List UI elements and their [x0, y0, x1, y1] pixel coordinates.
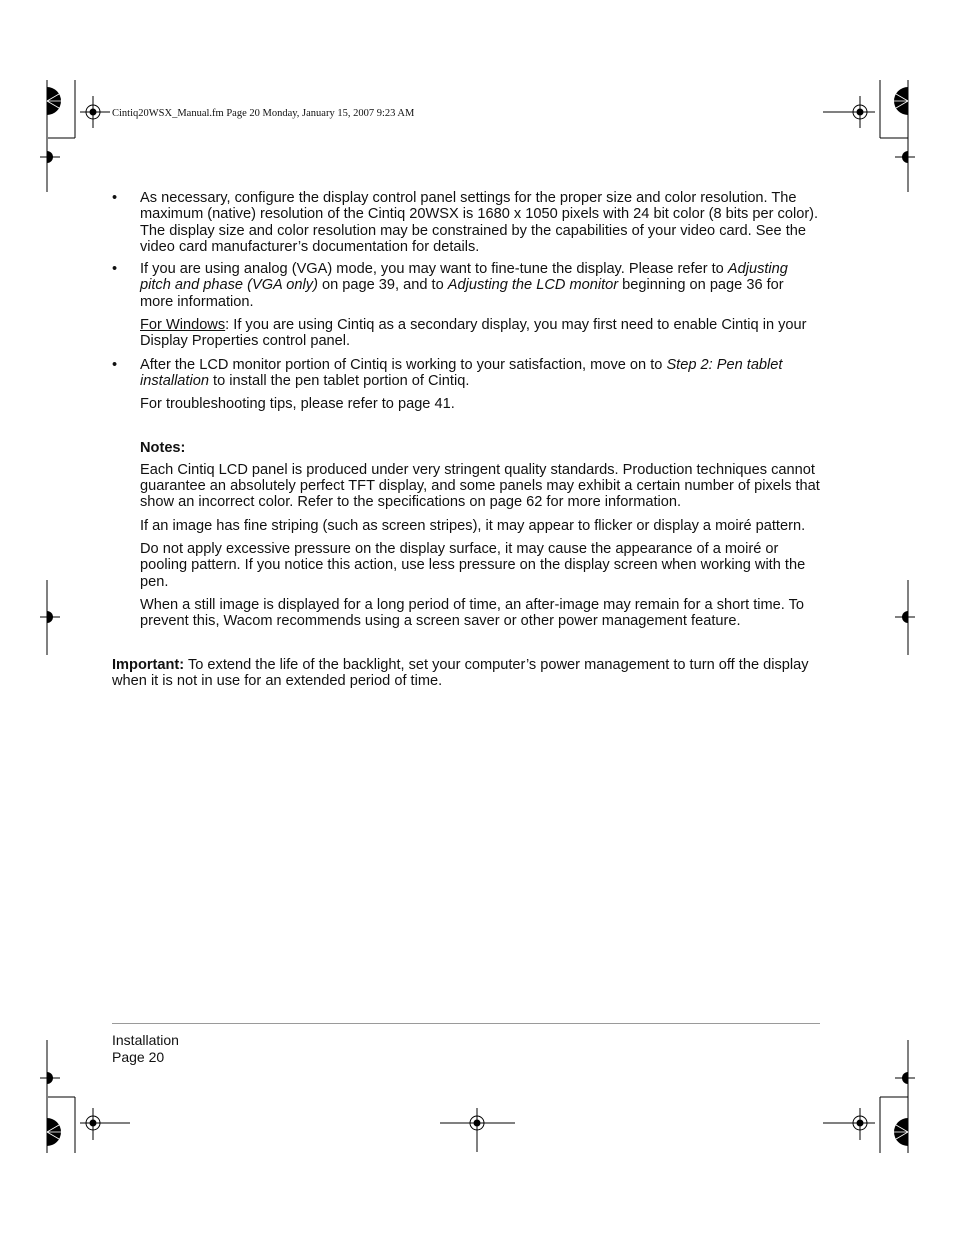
windows-label: For Windows [140, 317, 226, 334]
cross-reference-adjusting-lcd: Adjusting the LCD monitor [447, 277, 619, 294]
note-paragraph: Each Cintiq LCD panel is produced under very stringent quality standards. Production techniques cannot guarantee an absolutely perfect TFT display, and some panels may exhibit a certain number of pixels that show an incorrect color. Refer to the specifications on page 62 for more information. [140, 461, 820, 511]
footer-page-number: Page 20 [112, 1049, 165, 1065]
text-run: If you are using analog (VGA) mode, you may want to fine-tune the display. Please refer to [140, 261, 728, 278]
important-note [112, 657, 820, 690]
footer-rule [112, 1023, 820, 1024]
cross-reference-pitch-phase: Adjusting pitch and phase (VGA only) [140, 261, 788, 294]
text-run: After the LCD monitor portion of Cintiq is working to your satisfaction, move on to [140, 356, 667, 373]
file-slug: Cintiq20WSX_Manual.fm Page 20 Monday, January 15, 2007 9:23 AM [112, 108, 415, 119]
important-label: Important: [112, 656, 185, 673]
note-paragraph: When a still image is displayed for a long period of time, an after-image may remain for a short time. To prevent this, Wacom recommends using a screen saver or other power management feature. [140, 596, 805, 630]
text-run: To extend the life of the backlight, set your computer’s power management to turn off the display when it is not in use for an extended period of time. [112, 656, 809, 689]
bullet-text [140, 357, 820, 390]
footer-section-name: Installation [112, 1032, 179, 1048]
text-run: : If you are using Cintiq as a secondary display, you may first need to enable Cintiq in your Display Properties control panel. [140, 317, 807, 350]
text-run: to install the pen tablet portion of Cintiq. [208, 372, 470, 389]
cross-reference-step-2: Step 2: Pen tablet installation [140, 356, 783, 389]
page-content [112, 190, 820, 689]
notes-heading: Notes: [140, 439, 186, 456]
note-paragraph: If an image has fine striping (such as screen stripes), it may appear to flicker or display a moiré pattern. [140, 517, 806, 534]
windows-note [140, 317, 820, 350]
page-footer [112, 1032, 179, 1066]
bullet-item-display-settings [112, 190, 820, 255]
bullet-mark: • [112, 190, 118, 206]
notes-section [140, 440, 820, 630]
bullet-mark: • [112, 261, 118, 278]
text-run: on page 39, and to [317, 277, 448, 294]
bullet-mark: • [112, 356, 118, 373]
bullet-item-vga-mode [112, 261, 820, 310]
bullet-text: As necessary, configure the display control panel settings for the proper size and color resolution. The maximum (native) resolution of the Cintiq 20WSX is 1680 x 1050 pixels with 24 bit color (8 bits per color). The display size and color resolution may be constrained by the capabilities of your video card. See the video card manufacturer’s documentation for details. [140, 190, 819, 255]
bullet-text [140, 261, 820, 310]
troubleshooting-note: For troubleshooting tips, please refer to page 41. [140, 396, 455, 413]
bullet-item-next-step [112, 357, 820, 390]
note-paragraph: Do not apply excessive pressure on the display surface, it may cause the appearance of a moiré or pooling pattern. If you notice this action, use less pressure on the display screen when working with the pen. [140, 541, 806, 590]
text-run: beginning on page 36 for more information. [140, 277, 784, 310]
